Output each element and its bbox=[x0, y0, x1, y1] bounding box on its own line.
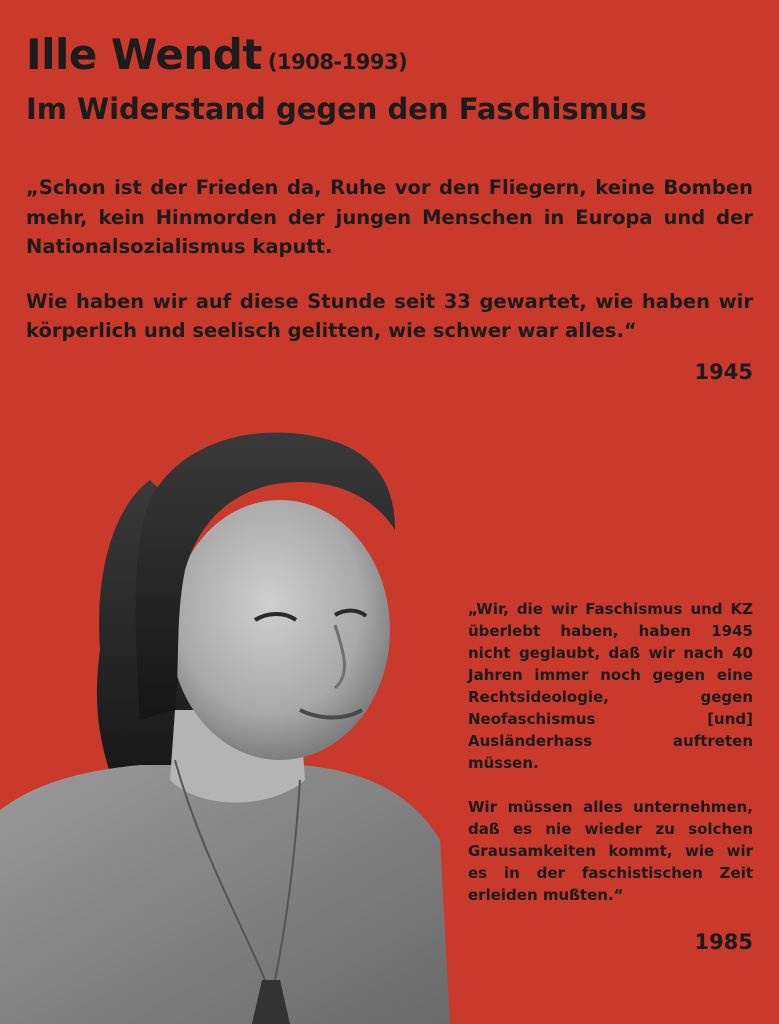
quote-1945-year: 1945 bbox=[694, 360, 753, 384]
quote-1945-paragraph-2: Wie haben wir auf diese Stunde seit 33 gewartet, wie haben wir körperlich und seelisch gelitten, wie schwer war alles.“ bbox=[26, 289, 753, 342]
quote-1985-paragraph-1: „Wir, die wir Faschismus und KZ überlebt haben, haben 1945 nicht geglaubt, daß wir nach 40 Jahren immer noch gegen eine Rechtsideologie, gegen Neofaschismus [und] Ausländerhass auftreten müssen. bbox=[468, 600, 753, 772]
quote-1945 bbox=[26, 173, 753, 371]
quote-1945-paragraph-1: „Schon ist der Frieden da, Ruhe vor den Fliegern, keine Bomben mehr, kein Hinmorden der jungen Menschen in Europa und der Nationalsozialismus kaputt. bbox=[26, 176, 753, 258]
quote-1985 bbox=[468, 598, 753, 928]
page-subtitle: Im Widerstand gegen den Faschismus bbox=[26, 92, 647, 126]
quote-1985-year: 1985 bbox=[694, 930, 753, 954]
life-years: (1908-1993) bbox=[267, 50, 408, 74]
quote-1985-paragraph-2: Wir müssen alles unternehmen, daß es nie wieder zu solchen Grausamkeiten kommt, wie wir es in der faschistischen Zeit erleiden mußten.“ bbox=[468, 798, 753, 904]
portrait-face bbox=[170, 500, 390, 760]
person-name: Ille Wendt (1908-1993) bbox=[26, 30, 408, 79]
portrait-photo bbox=[0, 420, 450, 1024]
